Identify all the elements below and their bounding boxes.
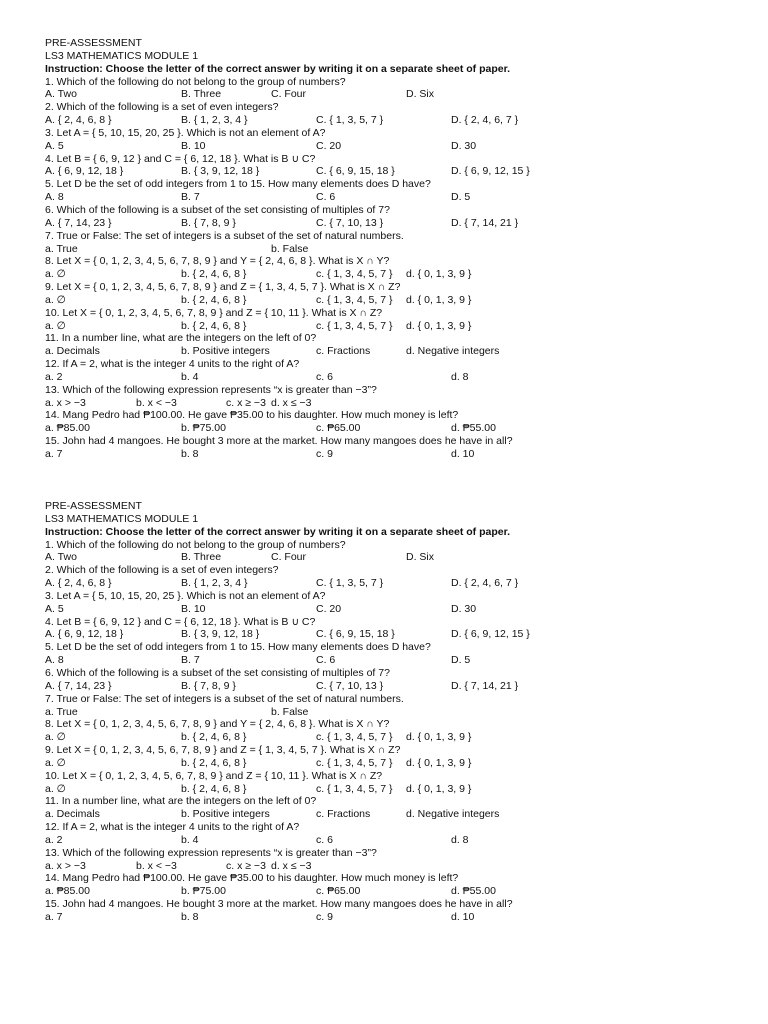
answer-option: A. 8: [45, 191, 64, 204]
answer-option: d. { 0, 1, 3, 9 }: [406, 756, 472, 769]
answer-option: a. 7: [45, 448, 63, 460]
question-text: 2. Which of the following is a set of even integers?: [45, 101, 279, 114]
answer-option: b. ₱75.00: [181, 885, 226, 898]
question-text: 6. Which of the following is a subset of the set consisting of multiples of 7?: [45, 666, 390, 679]
options-row: [45, 551, 745, 564]
question-text: 9. Let X = { 0, 1, 2, 3, 4, 5, 6, 7, 8, 9 } and Z = { 1, 3, 4, 5, 7 }. What is X ∩ Z?: [45, 744, 401, 757]
answer-option: a. ∅: [45, 293, 66, 306]
answer-option: B. { 3, 9, 12, 18 }: [181, 165, 260, 178]
answer-option: d. { 0, 1, 3, 9 }: [406, 268, 472, 281]
answer-option: C. 20: [316, 139, 342, 152]
answer-option: a. True: [45, 705, 78, 718]
answer-option: d. { 0, 1, 3, 9 }: [406, 731, 472, 744]
answer-option: A. 5: [45, 139, 64, 152]
options-row: [45, 834, 745, 847]
answer-option: B. 7: [181, 654, 200, 667]
answer-option: D. Six: [406, 88, 435, 101]
options-row: [45, 371, 745, 384]
answer-option: D. { 7, 14, 21 }: [451, 216, 519, 229]
options-row: [45, 783, 745, 796]
options-row: [45, 243, 745, 256]
answer-option: D. { 6, 9, 12, 15 }: [451, 628, 530, 641]
answer-option: d. { 0, 1, 3, 9 }: [406, 782, 472, 795]
answer-option: C. Four: [271, 551, 307, 564]
options-row: [45, 628, 745, 641]
answer-option: C. 6: [316, 191, 336, 204]
answer-option: a. x > −3: [45, 859, 86, 872]
answer-option: A. { 6, 9, 12, 18 }: [45, 628, 124, 641]
answer-option: B. { 7, 8, 9 }: [181, 679, 236, 692]
answer-option: a. ∅: [45, 731, 66, 744]
answer-option: C. { 7, 10, 13 }: [316, 679, 384, 692]
answer-option: c. ₱65.00: [316, 422, 361, 435]
question-text: 1. Which of the following do not belong to the group of numbers?: [45, 538, 346, 551]
answer-option: b. Positive integers: [181, 345, 270, 358]
options-row: [45, 88, 745, 101]
question-text: 5. Let D be the set of odd integers from 1 to 15. How many elements does D have?: [45, 178, 431, 191]
question-text: 15. John had 4 mangoes. He bought 3 more at the market. How many mangoes does he have in all?: [45, 435, 513, 448]
answer-option: D. 5: [451, 654, 471, 667]
question-text: 1. Which of the following do not belong to the group of numbers?: [45, 75, 346, 88]
answer-option: B. { 3, 9, 12, 18 }: [181, 628, 260, 641]
answer-option: c. 6: [316, 370, 333, 383]
answer-option: B. { 1, 2, 3, 4 }: [181, 114, 248, 127]
answer-option: b. False: [271, 242, 309, 255]
answer-option: b. { 2, 4, 6, 8 }: [181, 756, 247, 769]
answer-option: D. { 6, 9, 12, 15 }: [451, 165, 530, 178]
answer-option: a. ₱85.00: [45, 422, 90, 435]
question-text: 11. In a number line, what are the integers on the left of 0?: [45, 332, 317, 345]
answer-option: b. 8: [181, 448, 199, 460]
instruction-text: Instruction: Choose the letter of the correct answer by writing it on a separate sheet of paper.: [45, 525, 511, 538]
question-text: 12. If A = 2, what is the integer 4 units to the right of A?: [45, 821, 300, 834]
question-text: 3. Let A = { 5, 10, 15, 20, 25 }. Which is not an element of A?: [45, 126, 326, 139]
answer-option: D. Six: [406, 551, 435, 564]
answer-option: d. x ≤ −3: [271, 396, 312, 409]
answer-option: d. 8: [451, 833, 469, 846]
answer-option: b. { 2, 4, 6, 8 }: [181, 319, 247, 332]
answer-option: D. 30: [451, 139, 477, 152]
options-row: [45, 217, 745, 230]
question-text: 13. Which of the following expression represents “x is greater than −3”?: [45, 383, 377, 396]
answer-option: C. Four: [271, 88, 307, 101]
answer-option: d. ₱55.00: [451, 885, 496, 898]
answer-option: a. 2: [45, 833, 63, 846]
question-text: 3. Let A = { 5, 10, 15, 20, 25 }. Which is not an element of A?: [45, 589, 326, 602]
answer-option: C. { 1, 3, 5, 7 }: [316, 114, 384, 127]
question-text: 5. Let D be the set of odd integers from 1 to 15. How many elements does D have?: [45, 641, 431, 654]
options-row: [45, 860, 745, 873]
answer-option: b. ₱75.00: [181, 422, 226, 435]
answer-option: c. { 1, 3, 4, 5, 7 }: [316, 731, 393, 744]
answer-option: b. x < −3: [136, 396, 177, 409]
sheet-subtitle: LS3 MATHEMATICS MODULE 1: [45, 49, 199, 62]
options-row: [45, 577, 745, 590]
sheet-title: PRE-ASSESSMENT: [45, 37, 142, 49]
answer-option: C. { 6, 9, 15, 18 }: [316, 165, 395, 178]
answer-option: C. { 6, 9, 15, 18 }: [316, 628, 395, 641]
answer-option: b. 8: [181, 911, 199, 923]
options-row: [45, 885, 745, 898]
options-row: [45, 345, 745, 358]
answer-option: a. 7: [45, 911, 63, 923]
answer-option: b. { 2, 4, 6, 8 }: [181, 293, 247, 306]
answer-option: c. { 1, 3, 4, 5, 7 }: [316, 293, 393, 306]
answer-option: D. { 7, 14, 21 }: [451, 679, 519, 692]
answer-option: c. x ≥ −3: [226, 859, 266, 872]
options-row: [45, 165, 745, 178]
answer-option: c. Fractions: [316, 345, 371, 358]
instruction-text: Instruction: Choose the letter of the correct answer by writing it on a separate sheet of paper.: [45, 62, 511, 75]
answer-option: B. { 1, 2, 3, 4 }: [181, 577, 248, 590]
answer-option: B. 10: [181, 139, 206, 152]
question-text: 12. If A = 2, what is the integer 4 units to the right of A?: [45, 358, 300, 371]
options-row: [45, 706, 745, 719]
options-row: [45, 911, 745, 924]
question-text: 14. Mang Pedro had ₱100.00. He gave ₱35.00 to his daughter. How much money is left?: [45, 409, 459, 422]
answer-option: a. True: [45, 242, 78, 255]
question-text: 10. Let X = { 0, 1, 2, 3, 4, 5, 6, 7, 8, 9 } and Z = { 10, 11 }. What is X ∩ Z?: [45, 769, 383, 782]
answer-option: d. ₱55.00: [451, 422, 496, 435]
answer-option: D. { 2, 4, 6, 7 }: [451, 577, 519, 590]
options-row: [45, 422, 745, 435]
options-row: [45, 114, 745, 127]
question-text: 7. True or False: The set of integers is a subset of the set of natural numbers.: [45, 229, 404, 242]
answer-option: d. 10: [451, 448, 475, 460]
answer-option: C. { 1, 3, 5, 7 }: [316, 577, 384, 590]
question-text: 15. John had 4 mangoes. He bought 3 more at the market. How many mangoes does he have in all?: [45, 898, 513, 911]
answer-option: c. 6: [316, 833, 333, 846]
answer-option: c. x ≥ −3: [226, 396, 266, 409]
answer-option: A. Two: [45, 88, 77, 101]
answer-option: d. 10: [451, 911, 475, 923]
answer-option: D. 30: [451, 602, 477, 615]
answer-option: C. 20: [316, 602, 342, 615]
answer-option: b. 4: [181, 833, 199, 846]
answer-option: c. { 1, 3, 4, 5, 7 }: [316, 756, 393, 769]
answer-option: d. x ≤ −3: [271, 859, 312, 872]
answer-option: B. 10: [181, 602, 206, 615]
sheet-subtitle: LS3 MATHEMATICS MODULE 1: [45, 512, 199, 525]
answer-option: c. { 1, 3, 4, 5, 7 }: [316, 268, 393, 281]
answer-option: b. False: [271, 705, 309, 718]
answer-option: D. { 2, 4, 6, 7 }: [451, 114, 519, 127]
question-text: 2. Which of the following is a set of even integers?: [45, 564, 279, 577]
question-text: 10. Let X = { 0, 1, 2, 3, 4, 5, 6, 7, 8, 9 } and Z = { 10, 11 }. What is X ∩ Z?: [45, 306, 383, 319]
answer-option: B. Three: [181, 88, 222, 101]
question-text: 6. Which of the following is a subset of the set consisting of multiples of 7?: [45, 203, 390, 216]
answer-option: C. { 7, 10, 13 }: [316, 216, 384, 229]
sheet-title: PRE-ASSESSMENT: [45, 500, 142, 512]
answer-option: a. ∅: [45, 319, 66, 332]
options-row: [45, 680, 745, 693]
answer-option: b. 4: [181, 370, 199, 383]
answer-option: a. ₱85.00: [45, 885, 90, 898]
answer-option: c. { 1, 3, 4, 5, 7 }: [316, 319, 393, 332]
answer-option: c. { 1, 3, 4, 5, 7 }: [316, 782, 393, 795]
answer-option: d. Negative integers: [406, 345, 500, 358]
question-text: 8. Let X = { 0, 1, 2, 3, 4, 5, 6, 7, 8, 9 } and Y = { 2, 4, 6, 8 }. What is X ∩ Y?: [45, 255, 390, 268]
answer-option: A. { 6, 9, 12, 18 }: [45, 165, 124, 178]
answer-option: A. { 2, 4, 6, 8 }: [45, 577, 112, 590]
answer-option: c. ₱65.00: [316, 885, 361, 898]
answer-option: C. 6: [316, 654, 336, 667]
question-text: 9. Let X = { 0, 1, 2, 3, 4, 5, 6, 7, 8, 9 } and Z = { 1, 3, 4, 5, 7 }. What is X ∩ Z?: [45, 281, 401, 294]
assessment-sheet-2: [45, 500, 745, 924]
options-row: [45, 268, 745, 281]
options-row: [45, 397, 745, 410]
options-row: [45, 294, 745, 307]
options-row: [45, 654, 745, 667]
answer-option: a. ∅: [45, 756, 66, 769]
answer-option: a. 2: [45, 370, 63, 383]
answer-option: B. Three: [181, 551, 222, 564]
answer-option: d. Negative integers: [406, 808, 500, 821]
question-text: 7. True or False: The set of integers is a subset of the set of natural numbers.: [45, 692, 404, 705]
options-row: [45, 320, 745, 333]
answer-option: A. { 7, 14, 23 }: [45, 679, 112, 692]
answer-option: a. Decimals: [45, 345, 100, 358]
answer-option: a. x > −3: [45, 396, 86, 409]
answer-option: B. 7: [181, 191, 200, 204]
options-row: [45, 757, 745, 770]
answer-option: b. { 2, 4, 6, 8 }: [181, 782, 247, 795]
options-row: [45, 731, 745, 744]
options-row: [45, 191, 745, 204]
options-row: [45, 808, 745, 821]
question-text: 14. Mang Pedro had ₱100.00. He gave ₱35.00 to his daughter. How much money is left?: [45, 872, 459, 885]
answer-option: a. ∅: [45, 268, 66, 281]
options-row: [45, 603, 745, 616]
options-row: [45, 448, 745, 461]
question-text: 4. Let B = { 6, 9, 12 } and C = { 6, 12, 18 }. What is B ∪ C?: [45, 152, 316, 165]
question-text: 11. In a number line, what are the integers on the left of 0?: [45, 795, 317, 808]
answer-option: d. { 0, 1, 3, 9 }: [406, 293, 472, 306]
options-row: [45, 140, 745, 153]
answer-option: A. { 2, 4, 6, 8 }: [45, 114, 112, 127]
question-text: 4. Let B = { 6, 9, 12 } and C = { 6, 12, 18 }. What is B ∪ C?: [45, 615, 316, 628]
answer-option: b. x < −3: [136, 859, 177, 872]
answer-option: A. 5: [45, 602, 64, 615]
answer-option: D. 5: [451, 191, 471, 204]
answer-option: A. { 7, 14, 23 }: [45, 216, 112, 229]
answer-option: A. 8: [45, 654, 64, 667]
question-text: 8. Let X = { 0, 1, 2, 3, 4, 5, 6, 7, 8, 9 } and Y = { 2, 4, 6, 8 }. What is X ∩ Y?: [45, 718, 390, 731]
answer-option: d. 8: [451, 370, 469, 383]
answer-option: a. ∅: [45, 782, 66, 795]
answer-option: b. { 2, 4, 6, 8 }: [181, 731, 247, 744]
answer-option: c. 9: [316, 911, 333, 923]
answer-option: a. Decimals: [45, 808, 100, 821]
assessment-sheet-1: [45, 37, 745, 461]
answer-option: d. { 0, 1, 3, 9 }: [406, 319, 472, 332]
answer-option: B. { 7, 8, 9 }: [181, 216, 236, 229]
answer-option: c. Fractions: [316, 808, 371, 821]
answer-option: b. Positive integers: [181, 808, 270, 821]
answer-option: c. 9: [316, 448, 333, 460]
answer-option: A. Two: [45, 551, 77, 564]
answer-option: b. { 2, 4, 6, 8 }: [181, 268, 247, 281]
question-text: 13. Which of the following expression represents “x is greater than −3”?: [45, 846, 377, 859]
